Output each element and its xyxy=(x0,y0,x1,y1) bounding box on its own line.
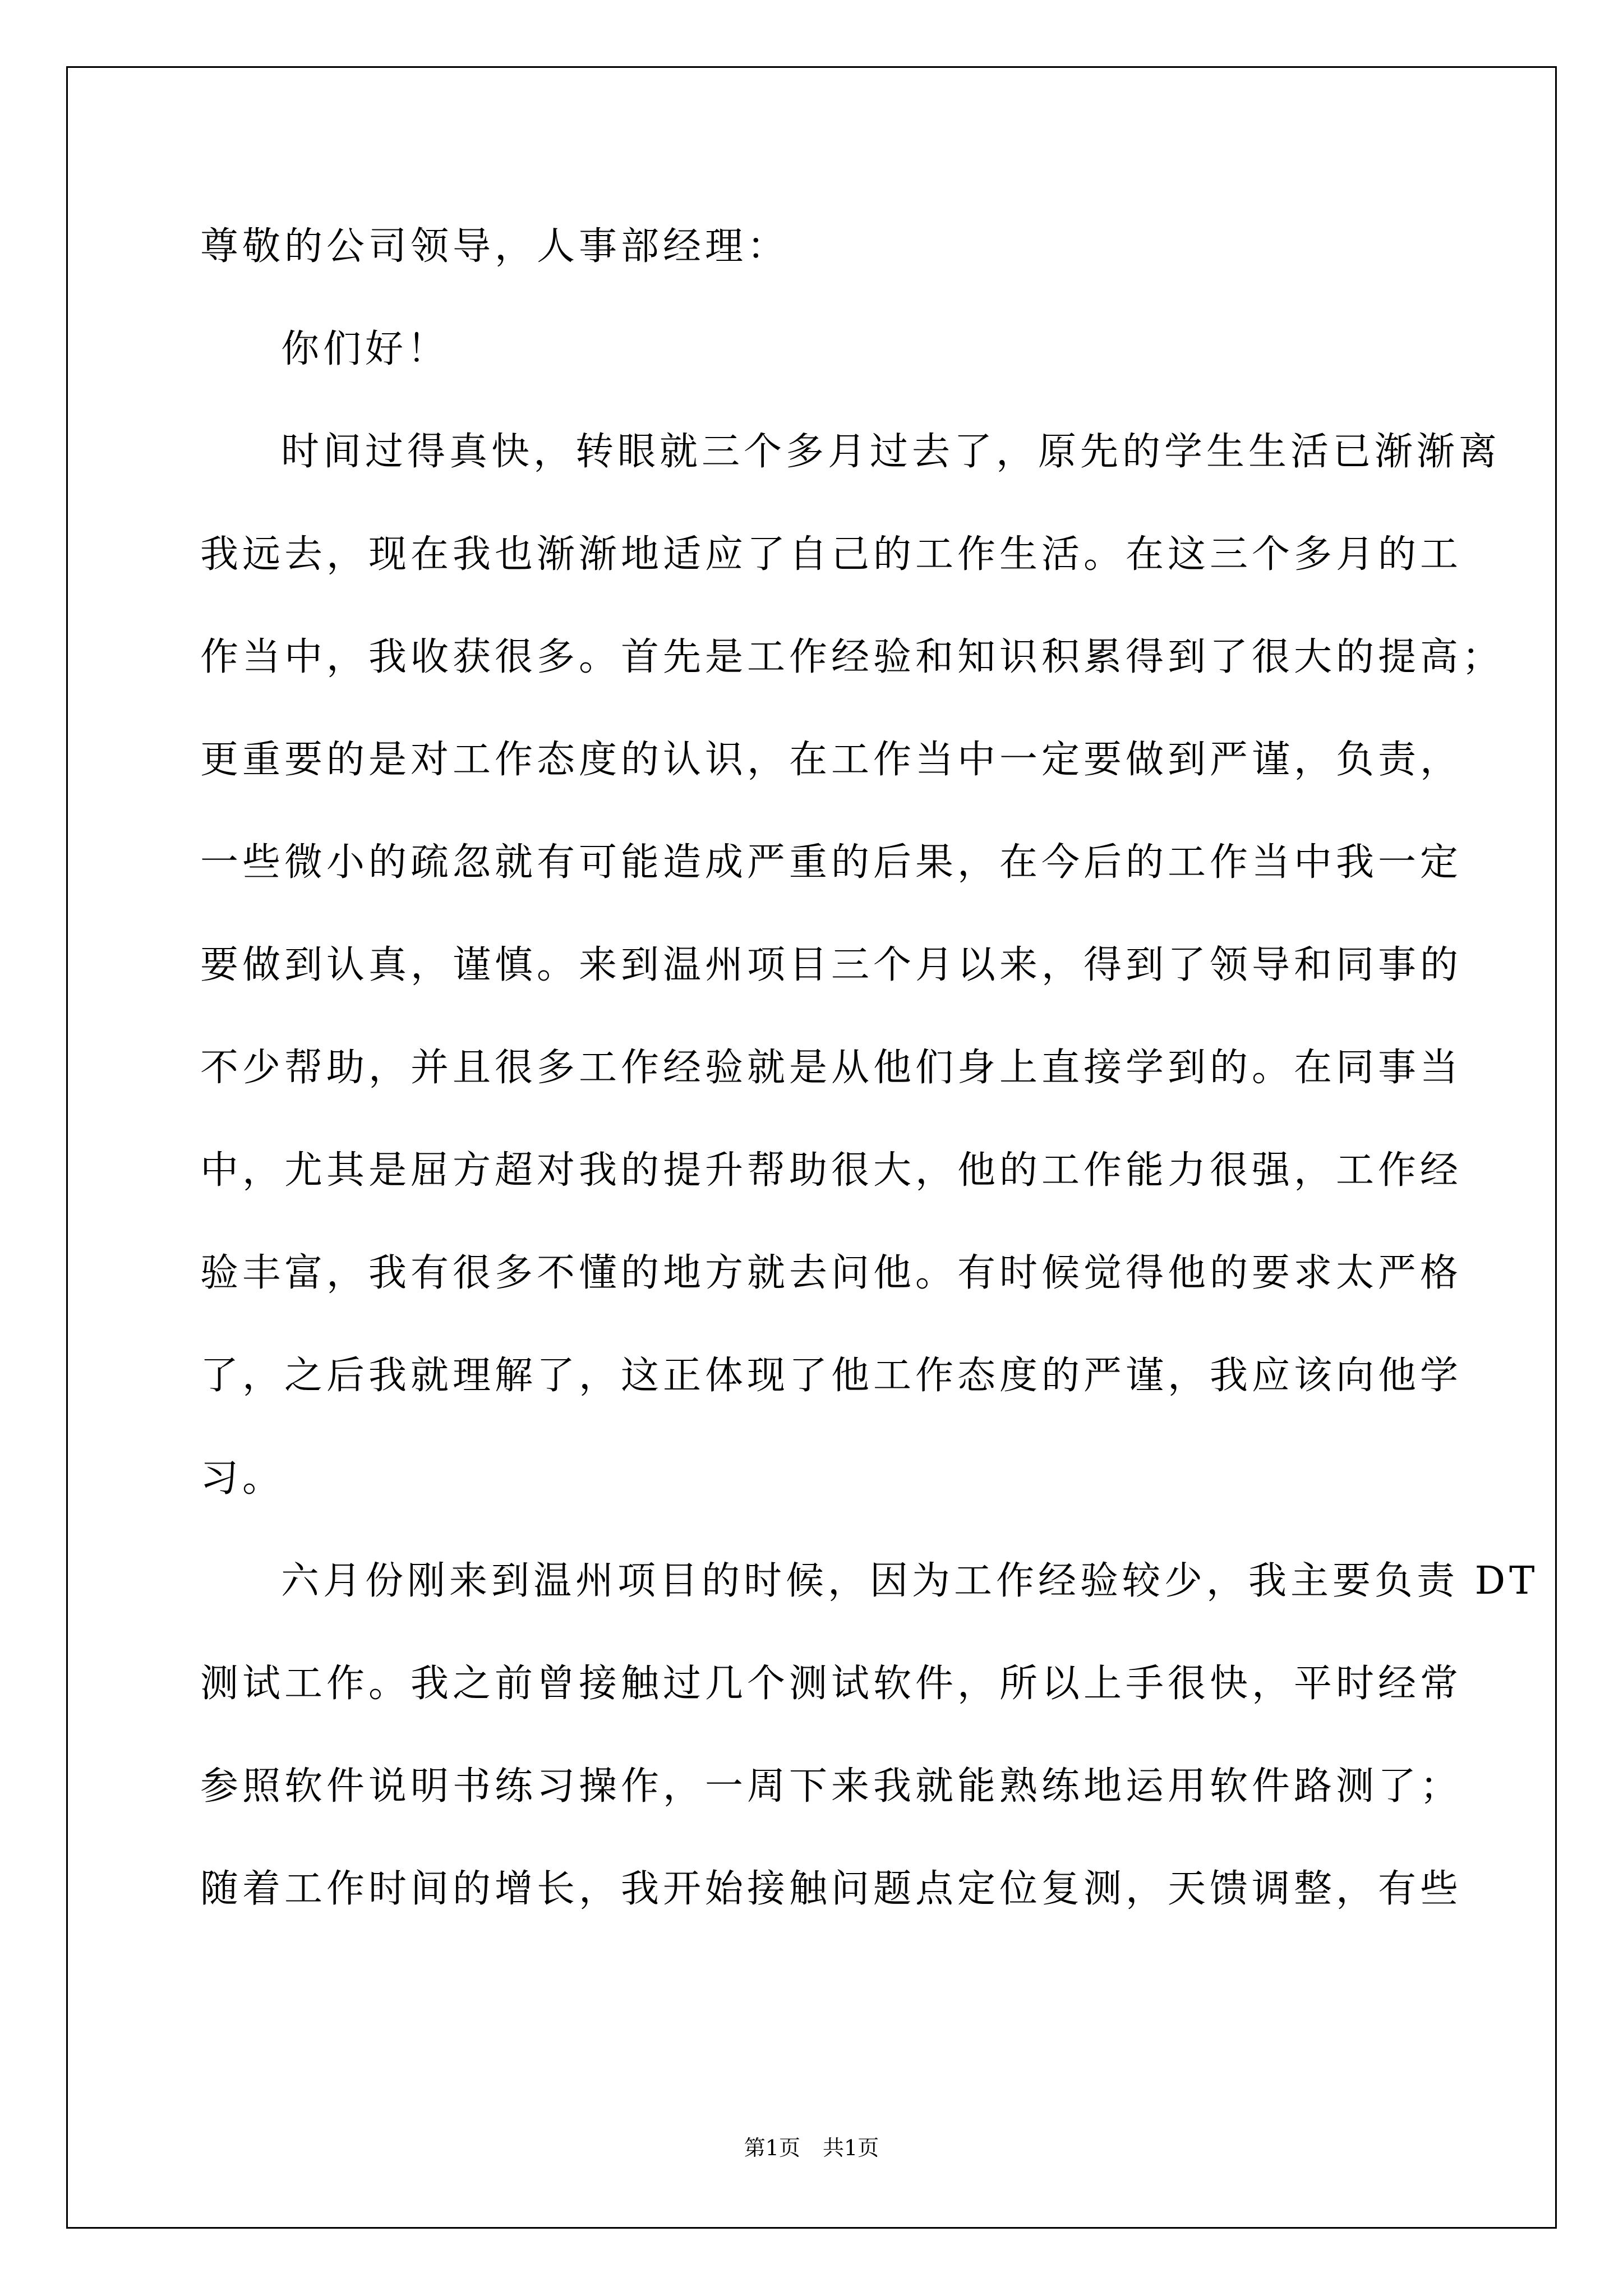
page-number: 第1页 xyxy=(744,2136,800,2160)
paragraph-line: 一些微小的疏忽就有可能造成严重的后果，在今后的工作当中我一定 xyxy=(200,840,1463,885)
paragraph-line: 要做到认真，谨慎。来到温州项目三个月以来，得到了领导和同事的 xyxy=(200,943,1463,987)
paragraph-line: 测试工作。我之前曾接触过几个测试软件，所以上手很快，平时经常 xyxy=(200,1662,1463,1706)
salutation: 尊敬的公司领导，人事部经理： xyxy=(200,224,790,269)
paragraph-line: 时间过得真快，转眼就三个多月过去了，原先的学生生活已渐渐离 xyxy=(281,430,1501,474)
page-total: 共1页 xyxy=(823,2136,879,2160)
paragraph-line: 习。 xyxy=(200,1456,285,1501)
paragraph-line: 随着工作时间的增长，我开始接触问题点定位复测，天馈调整，有些 xyxy=(200,1867,1463,1911)
paragraph-line: 不少帮助，并且很多工作经验就是从他们身上直接学到的。在同事当 xyxy=(200,1046,1463,1090)
paragraph-line: 中，尤其是屈方超对我的提升帮助很大，他的工作能力很强，工作经 xyxy=(200,1148,1463,1193)
paragraph-line: 参照软件说明书练习操作，一周下来我就能熟练地运用软件路测了； xyxy=(200,1764,1463,1809)
paragraph-line: 六月份刚来到温州项目的时候，因为工作经验较少，我主要负责 DT xyxy=(281,1559,1539,1603)
paragraph-line: 我远去，现在我也渐渐地适应了自己的工作生活。在这三个多月的工 xyxy=(200,532,1463,577)
paragraph-line: 验丰富，我有很多不懂的地方就去问他。有时候觉得他的要求太严格 xyxy=(200,1251,1463,1295)
paragraph-line: 了，之后我就理解了，这正体现了他工作态度的严谨，我应该向他学 xyxy=(200,1354,1463,1398)
greeting: 你们好！ xyxy=(281,327,450,371)
page-footer xyxy=(0,2134,1623,2161)
paragraph-line: 作当中，我收获很多。首先是工作经验和知识积累得到了很大的提高； xyxy=(200,635,1505,679)
paragraph-line: 更重要的是对工作态度的认识，在工作当中一定要做到严谨，负责， xyxy=(200,738,1463,782)
